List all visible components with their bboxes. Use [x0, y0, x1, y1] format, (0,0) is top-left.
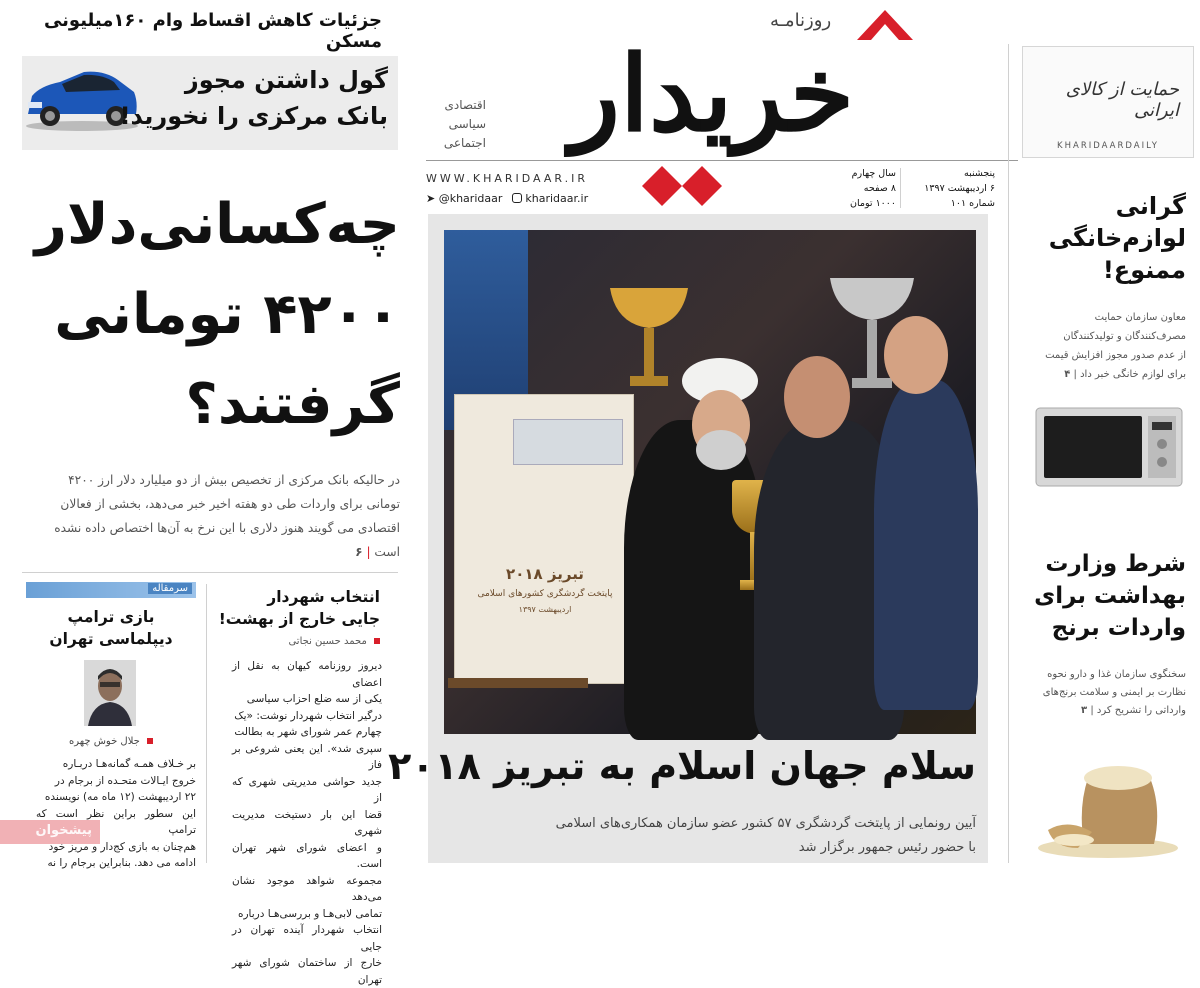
mayor-body-line: جدید حواشی مدیریتی شهری که از: [232, 775, 382, 804]
right-story1-body-line: برای لوازم خانگی خبر داد: [1080, 369, 1186, 380]
mayor-body-line: سپری شد». این یعنی شروعی بر فاز: [232, 742, 382, 771]
editorial-divider: [206, 584, 207, 863]
main-lead-page[interactable]: ۶: [355, 545, 363, 559]
top-left-story-box[interactable]: [22, 56, 398, 150]
right-story2-title[interactable]: [1026, 548, 1186, 644]
editorial-title[interactable]: [26, 606, 196, 650]
photo-story-headline[interactable]: سلام جهان اسلام به تبریز ۲۰۱۸: [388, 744, 976, 788]
photo-story-caption-2: با حضور رئیس جمهور برگزار شد: [798, 840, 976, 855]
main-lead: در حالیکه بانک مرکزی از تخصیص بیش از دو میلیارد دلار ارز ۴۲۰۰ تومانی برای واردات طی دو هفته اخیر خبر می‌دهد، بخشی از فعالان اقتصادی می گویند هنوز دلاری با این نرخ به آن‌ها اختصاص داده نشده است | ۶: [22, 468, 400, 564]
masthead-section-1: اقتصادی: [444, 98, 486, 112]
main-lead-line: اقتصادی می گویند هنوز دلاری با این نرخ به آن‌ها اختصاص داده نشده: [54, 521, 400, 535]
top-left-box-title-2: بانک مرکزی را نخورید!: [119, 102, 388, 130]
right-story2-title-line3: واردات برنج: [1051, 615, 1186, 641]
mayor-title-line2: جایی خارج از بهشت!: [218, 610, 380, 628]
issue-day: پنجشنبه: [964, 168, 995, 179]
mayor-body-line: تمامی لابی‌هـا و بررسی‌هـا درباره: [237, 907, 382, 920]
microwave-image: [1034, 404, 1184, 492]
poster-subtitle: پایتخت گردشگری کشورهای اسلامی: [477, 589, 613, 599]
main-headline-line2: ۴۲۰۰ تومانی: [54, 282, 400, 347]
social-links: [426, 192, 636, 208]
twitter-icon: ➤: [426, 192, 436, 205]
editorial-body: [36, 756, 196, 872]
poster-stamps: [513, 419, 623, 465]
right-story1-body: معاون سازمان حمایت مصرف‌کنندگان و تولیدکنندگان از عدم صدور مجوز افزایش قیمت برای لوازم خانگی خبر داد | ۴: [1030, 308, 1186, 384]
mayor-story-author: [210, 636, 380, 647]
top-left-box-title-1: گول داشتن مجوز: [184, 66, 388, 94]
masthead-label: روزنامـه: [770, 10, 832, 31]
mayor-body-line: خارج از ساختمان شورای شهر تهران: [232, 957, 382, 986]
editorial-title-line2: دیپلماسی تهران: [49, 630, 173, 648]
main-headline-line3: گرفتند؟: [185, 372, 400, 437]
right-ad-box[interactable]: [1022, 46, 1194, 158]
masthead-section-3: اجتماعی: [443, 136, 486, 150]
logo[interactable]: خریدار: [569, 32, 855, 155]
right-ad-caption: KHARIDAARDAILY: [1057, 141, 1159, 151]
editorial-body-line: ادامه می دهد. بنابراین برجام را نه: [47, 857, 196, 869]
issue-divider: [900, 168, 901, 208]
editorial-author-name: جلال خوش چهره: [68, 736, 140, 747]
issue-pages: ۸ صفحه: [863, 183, 896, 194]
issue-info-right: [905, 166, 995, 211]
right-story1-title-line1: گرانی: [1115, 192, 1186, 220]
right-story2-body-line: سخنگوی سازمان غذا و دارو نحوه: [1047, 669, 1186, 680]
easel: [448, 678, 588, 688]
right-story1-title[interactable]: [1030, 190, 1186, 286]
main-photo[interactable]: [444, 230, 976, 734]
website-url[interactable]: WWW.KHARIDAAR.IR: [426, 172, 589, 185]
mayor-story-title[interactable]: [210, 586, 380, 630]
mayor-body-line: قضا این بار دستیخت مدیریت شهری: [232, 808, 382, 837]
trophy-stand-left: [604, 280, 694, 400]
editorial-body-line: ۲۲ اردیبهشت (۱۲ ماه مه) نویسنده: [44, 791, 196, 803]
tabriz-poster: [454, 394, 634, 684]
editorial-author: [26, 736, 196, 747]
right-story2-title-line1: شرط وزارت: [1045, 551, 1186, 577]
right-story2-page[interactable]: ۳: [1081, 705, 1088, 716]
main-lead-line: است: [374, 545, 400, 559]
main-headline-line1: چه‌کسانی‌دلار: [34, 192, 400, 257]
right-story1-body-line: از عدم صدور مجوز افزایش قیمت: [1045, 350, 1186, 361]
right-story1-body-line: معاون سازمان حمایت: [1094, 312, 1186, 323]
issue-year: سال چهارم: [851, 168, 896, 179]
mayor-body-line: مجموعه شواهد موجود نشان می‌دهد: [232, 874, 382, 903]
editorial-body-line: بر خـلاف همـه گمانه‌هـا دربـاره: [62, 758, 196, 770]
right-story1-page[interactable]: ۴: [1064, 369, 1071, 380]
issue-price: ۱۰۰۰ تومان: [850, 198, 896, 209]
right-story2-body-line: نظارت بر ایمنی و سلامت برنج‌های: [1042, 687, 1186, 698]
person-center-face: [784, 356, 850, 438]
mayor-body-line: درگیر انتخاب شهردار نوشت: «یک: [234, 709, 382, 722]
instagram-handle[interactable]: kharidaar.ir: [525, 192, 589, 205]
watermark-text: پیشخوان: [35, 823, 92, 838]
photo-story-caption-1: آیین رونمایی از پایتخت گردشگری ۵۷ کشور عضو سازمان همکاری‌های اسلامی: [555, 816, 976, 831]
editorial-body-line: این سطور براین نظر است که ترامپ: [36, 807, 196, 836]
watermark-badge: [0, 820, 100, 844]
main-headline[interactable]: [22, 180, 400, 450]
right-story2-body-line: وارداتی را تشریح کرد: [1096, 705, 1186, 716]
editorial-label: سرمقاله: [148, 583, 192, 594]
person-cleric-beard: [696, 430, 746, 470]
editorial-label-bar: [26, 582, 196, 598]
right-story1-body-line: مصرف‌کنندگان و تولیدکنندگان: [1063, 331, 1186, 342]
right-story2-body: سخنگوی سازمان غذا و دارو نحوه نظارت بر ایمنی و سلامت برنج‌های وارداتی را تشریح کرد | ۳: [1030, 666, 1186, 720]
editorial-body-line: خروج ایـالات متحـده از برجام در: [54, 774, 196, 787]
author-bullet-icon: [374, 638, 380, 644]
mayor-body-line: و اعضای شورای شهر تهران است.: [232, 841, 382, 870]
masthead: [400, 0, 1020, 215]
mayor-story-body: [232, 658, 382, 988]
instagram-icon: [512, 193, 522, 203]
person-right-face: [884, 316, 948, 394]
main-bottom-divider: [22, 572, 398, 573]
mayor-title-line1: انتخاب شهردار: [267, 588, 380, 606]
top-banner-headline[interactable]: جزئیات کاهش اقساط وام ۱۶۰میلیونی مسکن: [43, 10, 382, 52]
right-ad-slogan: حمایت از کالای ایرانی: [1065, 79, 1179, 121]
right-column-divider: [1008, 44, 1009, 863]
issue-number: شماره ۱۰۱: [950, 198, 995, 209]
logo-diamonds-icon: [640, 164, 724, 208]
person-right: [874, 380, 978, 710]
editorial-author-photo: [84, 660, 136, 726]
main-lead-line: تومانی برای واردات طی دو هفته اخیر خبر می‌دهد، بخشی از فعالان: [60, 497, 400, 511]
author-bullet-icon: [147, 738, 153, 744]
mayor-body-line: انتخاب شهردار آینده تهران در جایی: [232, 924, 382, 953]
twitter-handle[interactable]: @kharidaar: [438, 192, 503, 205]
issue-date: ۶ اردیبهشت ۱۳۹۷: [924, 183, 995, 194]
mayor-body-line: دیروز روزنامه کیهان به نقل از اعضای: [232, 660, 382, 689]
masthead-divider: [426, 160, 1018, 161]
photo-story-box[interactable]: [388, 214, 988, 863]
issue-info-left: [830, 166, 896, 211]
poster-date: اردیبهشت ۱۳۹۷: [518, 605, 572, 614]
mayor-author-name: محمد حسین نجاتی: [288, 636, 367, 647]
masthead-section-2: سیاسی: [448, 117, 486, 131]
editorial-title-line1: بازی ترامپ: [67, 608, 155, 626]
poster-title: تبریز ۲۰۱۸: [506, 565, 584, 583]
rice-sack-image: [1028, 748, 1192, 860]
right-story1-title-line2: لوازم‌خانگی: [1048, 224, 1186, 252]
right-story2-title-line2: بهداشت برای: [1034, 583, 1186, 609]
main-lead-line: در حالیکه بانک مرکزی از تخصیص بیش از دو میلیارد دلار ارز ۴۲۰۰: [68, 473, 400, 487]
right-story1-title-line3: ممنوع!: [1102, 256, 1186, 284]
editorial-body-line: هم‌چنان به بازی کج‌دار و مریز خود: [48, 840, 196, 853]
mayor-body-line: یکی از سه ضلع احزاب سیاسی: [246, 693, 382, 705]
mayor-body-line: چهارم عمر شورای شهر به بطالت: [234, 726, 382, 738]
